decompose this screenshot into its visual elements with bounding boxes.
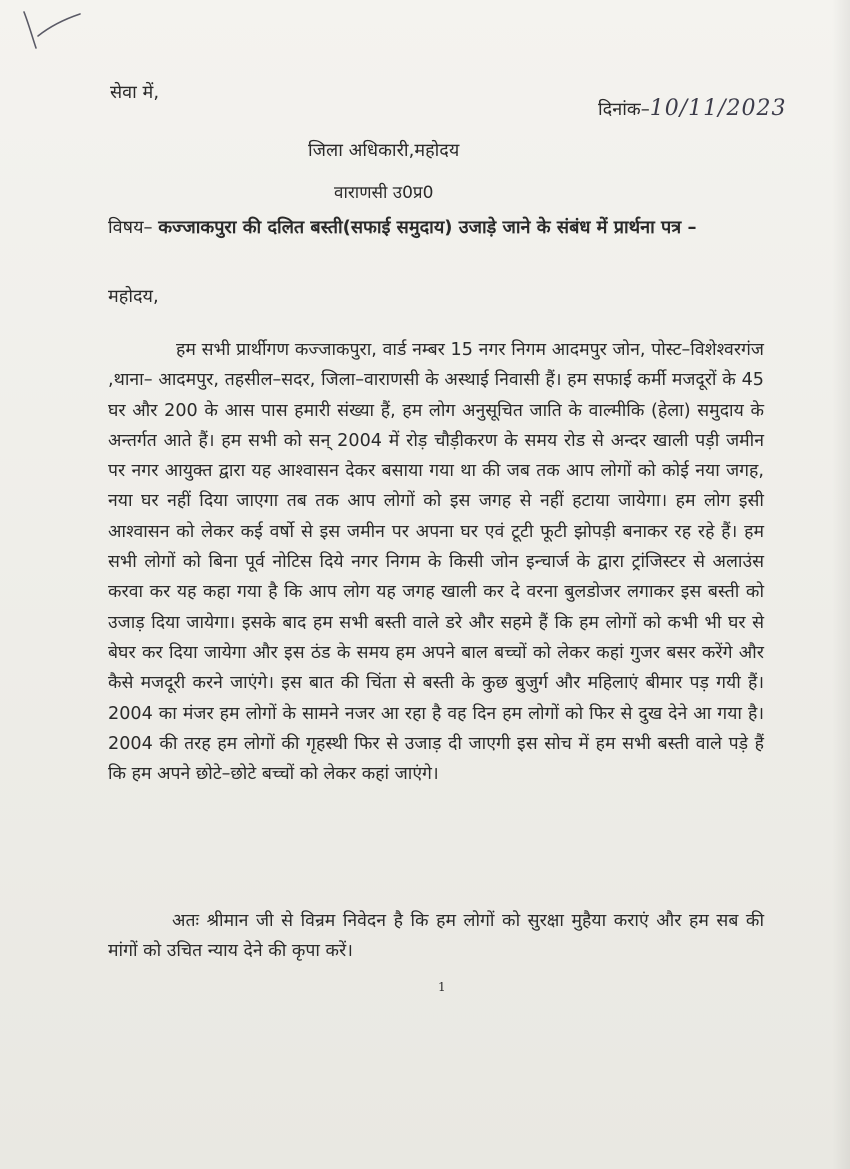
date-label: दिनांक–	[598, 99, 650, 120]
subject-label: विषय–	[108, 217, 153, 238]
handwritten-date: 10/11/2023	[649, 96, 787, 121]
pen-tick-mark-icon	[18, 8, 88, 58]
body-paragraph: हम सभी प्रार्थीगण कज्जाकपुरा, वार्ड नम्बर 15 नगर निगम आदमपुर जोन, पोस्ट–विशेश्वरगंज ,थाना– आदमपुर, तहसील–सदर, जिला–वाराणसी के अस्थाई निवासी हैं। हम सफाई कर्मी मजदूरों के 45 घर और 200 के आस पास हमारी संख्या हैं, हम लोग अनुसूचित जाति के वाल्मीकि (हेला) समुदाय के अन्तर्गत आते हैं। हम सभी को सन् 2004 में रोड़ चौड़ीकरण के समय रोड से अन्दर खाली पड़ी जमीन पर नगर आयुक्त द्वारा यह आश्वासन देकर बसाया गया था की जब तक आप लोगों को कोई नया जगह, नया घर नहीं दिया जाएगा तब तक आप लोगों को इस जगह से नहीं हटाया जायेगा। हम लोग इसी आश्वासन को लेकर कई वर्षो से इस जमीन पर अपना घर एवं टूटी फूटी झोपड़ी बनाकर रह रहे हैं। हम सभी लोगों को बिना पूर्व नोटिस दिये नगर निगम के किसी जोन इन्चार्ज के द्वारा ट्रांजिस्टर से अलाउंस करवा कर यह कहा गया है कि आप लोग यह जगह खाली कर दे वरना बुलडोजर लगाकर इस बस्ती को उजाड़ दिया जायेगा। इसके बाद हम सभी बस्ती वाले डरे और सहमे हैं कि हम लोगों को कभी भी घर से बेघर कर दिया जायेगा और इस ठंड के समय हम अपने बाल बच्चों को लेकर कहां गुजर बसर करेंगे और कैसे मजदूरी करने जाएंगे। इस बात की चिंता से बस्ती के कुछ बुजुर्ग और महिलाएं बीमार पड़ गयी हैं। 2004 का मंजर हम लोगों के सामने नजर आ रहा है वह दिन हम लोगों को फिर से दुख देने आ गया है। 2004 की तरह हम लोगों की गृहस्थी फिर से उजाड़ दी जाएगी इस सोच में हम सभी बस्ती वाले पड़े हैं कि हम अपने छोटे–छोटे बच्चों को लेकर कहां जाएंगे।	[108, 340, 764, 785]
greeting: महोदय,	[108, 286, 159, 307]
addressee-city: वाराणसी उ0प्र0	[334, 183, 434, 203]
page-number: 1	[438, 980, 446, 994]
subject-line	[108, 214, 768, 241]
page-edge-shadow	[832, 0, 850, 1169]
closing-paragraph: अतः श्रीमान जी से विन्रम निवेदन है कि हम लोगों को सुरक्षा मुहैया कराएं और हम सब की मांगों को उचित न्याय देने की कृपा करें।	[108, 911, 764, 961]
salutation: सेवा में,	[110, 82, 160, 103]
subject-text: कज्जाकपुरा की दलित बस्ती(सफाई समुदाय) उजाड़े जाने के संबंध में प्रार्थना पत्र –	[158, 217, 697, 238]
date-line	[598, 96, 787, 121]
addressee: जिला अधिकारी,महोदय	[308, 140, 460, 161]
